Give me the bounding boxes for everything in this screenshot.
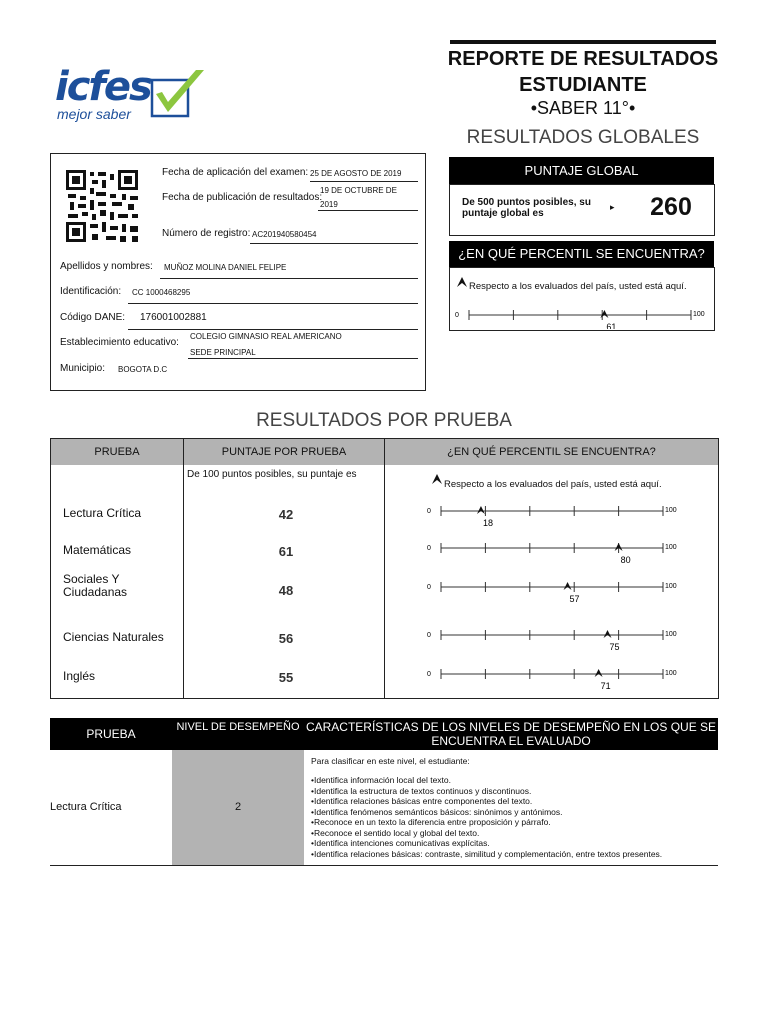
percentil-desc: Respecto a los evaluados del país, usted está aquí. [444, 479, 662, 490]
arrow-right-icon: ▸ [610, 202, 615, 212]
perf-col-prueba: PRUEBA [50, 718, 172, 750]
performance-table [50, 718, 718, 866]
scale-max-label: 100 [665, 507, 677, 514]
perf-col-nivel: NIVEL DE DESEMPEÑO [172, 718, 304, 750]
icfes-logo-text: icfes [55, 64, 151, 110]
percentile-marker [564, 582, 572, 590]
percentile-scale [427, 577, 687, 607]
result-score: 48 [278, 583, 294, 598]
global-percentile-scale [455, 305, 711, 329]
nombres-value: MUÑOZ MOLINA DANIEL FELIPE [164, 263, 287, 272]
establecimiento-value-2: SEDE PRINCIPAL [190, 348, 256, 357]
result-score: 55 [278, 670, 294, 685]
scale-max-label: 100 [665, 544, 677, 551]
results-by-test-heading: RESULTADOS POR PRUEBA [256, 410, 512, 431]
result-score: 61 [278, 544, 294, 559]
result-score: 56 [278, 631, 294, 646]
fecha-publicacion-value-2: 2019 [320, 200, 338, 209]
percentile-value-label: 75 [609, 642, 620, 652]
fecha-aplicacion-label: Fecha de aplicación del examen: [162, 167, 309, 178]
percentile-marker [477, 506, 485, 514]
percentile-marker [595, 669, 603, 677]
identificacion-value: CC 1000468295 [132, 288, 191, 297]
establecimiento-value-1: COLEGIO GIMNASIO REAL AMERICANO [190, 332, 342, 341]
percentile-scale [427, 538, 687, 568]
puntaje-desc: De 100 puntos posibles, su puntaje es [187, 469, 357, 480]
percentile-value-label: 71 [600, 681, 611, 691]
fecha-publicacion-label: Fecha de publicación de resultados: [162, 192, 323, 203]
nombres-label: Apellidos y nombres: [60, 261, 153, 272]
percentile-scale [427, 501, 687, 531]
establecimiento-label: Establecimiento educativo: [60, 337, 179, 348]
global-percentile-desc: Respecto a los evaluados del país, usted está aquí. [469, 281, 687, 292]
municipio-label: Municipio: [60, 363, 106, 374]
registro-label: Número de registro: [162, 228, 251, 239]
col-puntaje-header: PUNTAJE POR PRUEBA [184, 439, 385, 465]
perf-item: •Reconoce el sentido local y global del texto. [311, 827, 480, 838]
result-subject: Sociales Y Ciudadanas [63, 572, 128, 599]
perf-item: •Identifica relaciones básicas: contraste, similitud y complementación, entre textos presentes. [311, 848, 663, 859]
perf-item: •Identifica fenómenos semánticos básicos: sinónimos y antónimos. [311, 806, 563, 817]
scale-max-label: 100 [665, 583, 677, 590]
scale-min-label: 0 [427, 584, 431, 591]
perf-subject: Lectura Crítica [50, 801, 122, 813]
result-score: 42 [278, 507, 294, 522]
percentile-value-label: 80 [620, 555, 631, 565]
scale-max-label: 100 [693, 311, 705, 318]
global-percentile-heading: ¿EN QUÉ PERCENTIL SE ENCUENTRA? [449, 241, 714, 267]
result-subject: Lectura Crítica [63, 506, 142, 520]
municipio-value: BOGOTA D.C [118, 365, 168, 374]
results-table [50, 438, 719, 699]
perf-level-value: 2 [234, 801, 242, 813]
percentile-value-label: 57 [569, 594, 580, 604]
global-score-desc: De 500 puntos posibles, su puntaje global es [462, 197, 591, 219]
scale-min-label: 0 [427, 671, 431, 678]
percentile-scale [427, 625, 687, 655]
qr-code-icon [66, 170, 138, 242]
perf-item: •Reconoce en un texto la diferencia entre proposición y párrafo. [311, 817, 551, 827]
result-subject: Inglés [63, 669, 96, 683]
header-rule [450, 40, 716, 44]
percentile-marker [600, 310, 608, 318]
perf-item: •Identifica la estructura de textos continuos y discontinuos. [311, 785, 532, 796]
percentile-value-label: 18 [482, 518, 493, 528]
dane-value: 176001002881 [140, 312, 207, 323]
col-percentil-header: ¿EN QUÉ PERCENTIL SE ENCUENTRA? [385, 439, 718, 465]
scale-max-label: 100 [665, 631, 677, 638]
fecha-publicacion-value-1: 19 DE OCTUBRE DE [320, 186, 397, 195]
perf-item: •Identifica información local del texto. [311, 775, 451, 785]
global-score-heading: PUNTAJE GLOBAL [449, 157, 714, 184]
checkmark-logo-icon [150, 68, 206, 120]
scale-min-label: 0 [427, 545, 431, 552]
col-prueba-header: PRUEBA [51, 439, 184, 465]
exam-name: •SABER 11°• [530, 98, 636, 118]
logo-tagline: mejor saber [57, 106, 131, 122]
percentile-scale [427, 664, 687, 694]
pointer-icon [431, 473, 443, 485]
result-subject: Ciencias Naturales [63, 630, 164, 644]
result-subject: Matemáticas [63, 543, 132, 557]
scale-min-label: 0 [427, 632, 431, 639]
dane-label: Código DANE: [60, 312, 126, 323]
identificacion-label: Identificación: [60, 286, 122, 297]
registro-value: AC201940580454 [252, 230, 317, 239]
scale-max-label: 100 [665, 670, 677, 677]
perf-intro: Para clasificar en este nivel, el estudiante: [311, 756, 470, 766]
report-title: REPORTE DE RESULTADOS ESTUDIANTE [447, 48, 719, 96]
global-results-heading: RESULTADOS GLOBALES [466, 127, 700, 148]
percentile-value-label: 61 [606, 322, 617, 329]
percentile-marker [604, 630, 612, 638]
perf-item: •Identifica relaciones básicas entre componentes del texto. [311, 796, 533, 806]
perf-col-caract: CARACTERÍSTICAS DE LOS NIVELES DE DESEMPEÑO EN LOS QUE SE ENCUENTRA EL EVALUADO [305, 720, 717, 748]
global-score-value: 260 [650, 193, 692, 221]
scale-min-label: 0 [455, 312, 459, 319]
pointer-icon [456, 276, 468, 288]
fecha-aplicacion-value: 25 DE AGOSTO DE 2019 [310, 169, 402, 178]
perf-item: •Identifica intenciones comunicativas explícitas. [311, 838, 490, 848]
scale-min-label: 0 [427, 508, 431, 515]
perf-items-list [311, 775, 716, 859]
